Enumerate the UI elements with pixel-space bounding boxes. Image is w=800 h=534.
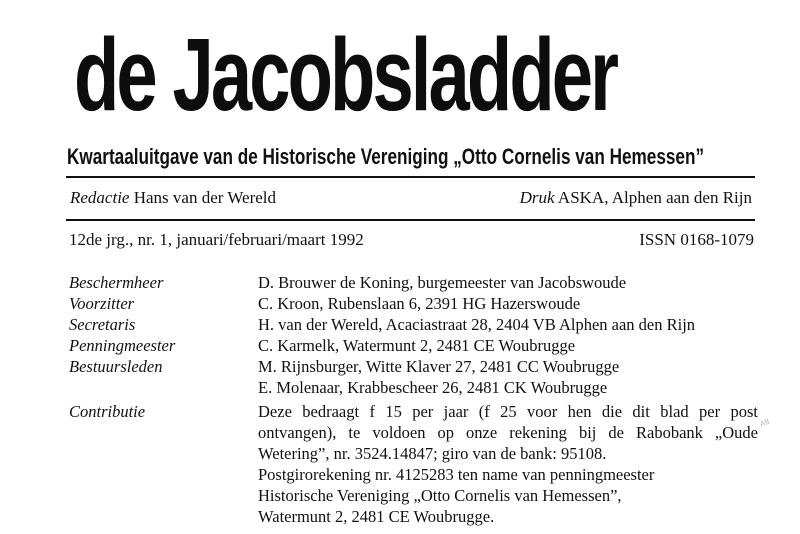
board-details: C. Kroon, Rubenslaan 6, 2391 HG Hazerswoude	[258, 294, 581, 313]
board-row	[69, 293, 769, 314]
board-role: Bestuursleden	[69, 357, 163, 376]
board-details: M. Rijnsburger, Witte Klaver 27, 2481 CC Woubrugge	[258, 357, 620, 376]
editor-name: Hans van der Wereld	[133, 188, 277, 207]
header-rule-top	[66, 176, 755, 178]
contribution-line: Postgirorekening nr. 4125283 ten name van penningmeester	[258, 465, 655, 484]
board-role: Penningmeester	[69, 336, 176, 355]
magazine-title: de Jacobsladder	[74, 17, 617, 132]
contribution-line: Historische Vereniging „Otto Cornelis van Hemessen”,	[258, 486, 622, 505]
contribution-line: ontvangen), te voldoen op onze rekening bij de Rabobank „Oude	[258, 423, 758, 442]
contribution-line: Wetering”, nr. 3524.14847; giro van de bank: 95108.	[258, 444, 607, 463]
contribution-text	[258, 401, 769, 527]
magazine-subtitle: Kwartaaluitgave van de Historische Vereniging „Otto Cornelis van Hemessen”	[67, 144, 705, 169]
issn-number: ISSN 0168-1079	[639, 230, 754, 249]
board-row	[69, 356, 769, 377]
volume-info: 12de jrg., nr. 1, januari/februari/maart 1992	[69, 230, 364, 249]
board-details: D. Brouwer de Koning, burgemeester van Jacobswoude	[258, 273, 627, 292]
board-role: Beschermheer	[69, 273, 164, 292]
contribution-row	[69, 401, 769, 527]
contribution-line: Deze bedraagt f 15 per jaar (f 25 voor hen die dit blad per post	[258, 402, 758, 421]
margin-mark: AB	[758, 417, 771, 429]
header-rule-bottom	[66, 219, 755, 221]
board-role: Voorzitter	[69, 294, 135, 313]
board-row	[69, 314, 769, 335]
board-details: E. Molenaar, Krabbescheer 26, 2481 CK Woubrugge	[258, 378, 608, 397]
board-list	[69, 272, 769, 527]
board-role: Secretaris	[69, 315, 136, 334]
printer-credit	[520, 187, 752, 209]
printer-name: ASKA, Alphen aan den Rijn	[557, 188, 752, 207]
printer-label: Druk	[519, 188, 555, 207]
board-row	[69, 335, 769, 356]
board-details: H. van der Wereld, Acaciastraat 28, 2404 VB Alphen aan den Rijn	[258, 315, 696, 334]
editor-label: Redactie	[70, 188, 130, 207]
board-row	[69, 377, 769, 398]
contribution-line: Watermunt 2, 2481 CE Woubrugge.	[258, 507, 495, 526]
contribution-label: Contributie	[69, 402, 146, 421]
board-details: C. Karmelk, Watermunt 2, 2481 CE Woubrugge	[258, 336, 576, 355]
editor-credit	[70, 187, 276, 209]
board-row	[69, 272, 769, 293]
